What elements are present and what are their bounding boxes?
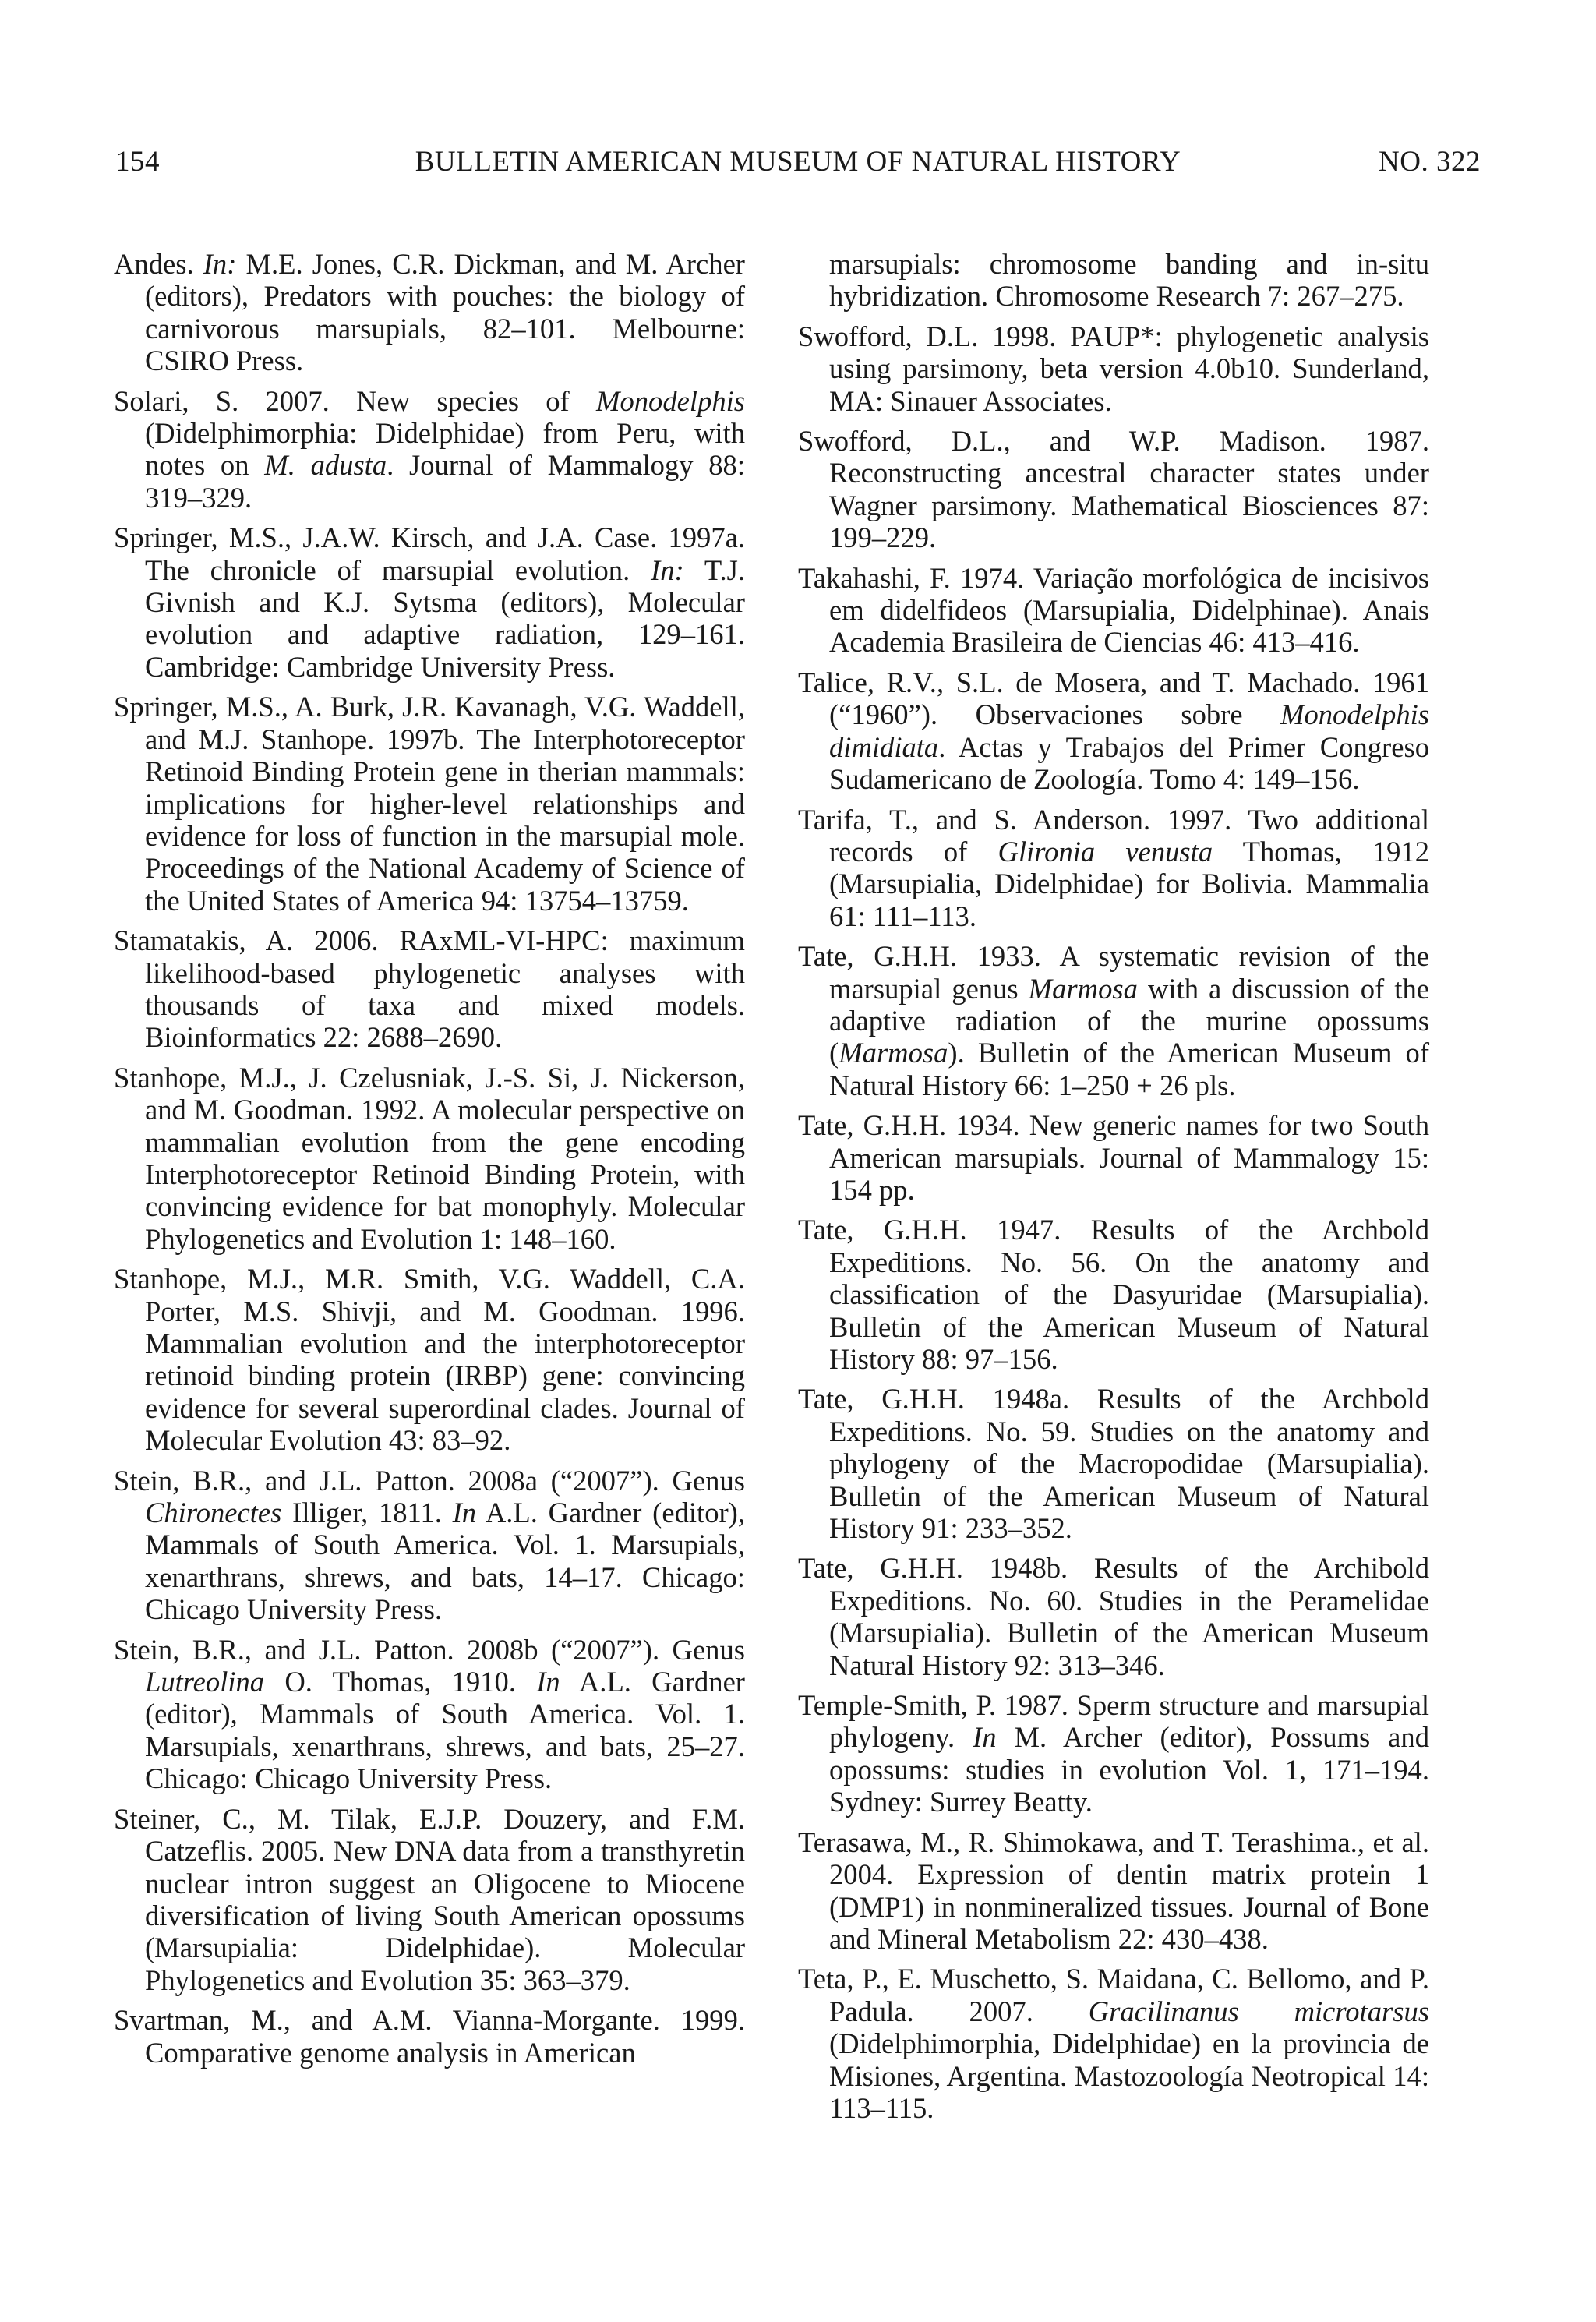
reference-text: Springer, M.S., J.A.W. Kirsch, and J.A. Case. 1997a. The chronicle of marsupial evolution. [114,521,745,586]
reference-text: Solari, S. 2007. New species of [114,384,596,417]
italic-text: M. adusta [264,449,387,482]
reference-entry [114,248,745,377]
reference-entry [114,1263,745,1456]
reference-text: O. Thomas, 1910. [264,1666,537,1698]
italic-text: Marmosa [1028,972,1138,1005]
italic-text: In [536,1666,560,1698]
reference-text: Tate, G.H.H. 1934. New generic names for two South American marsupials. Journal of Mammalogy 15: 154 pp. [798,1109,1429,1206]
reference-entry [114,1634,745,1795]
journal-title: BULLETIN AMERICAN MUSEUM OF NATURAL HISTORY [415,146,1181,178]
reference-text: Swofford, D.L., and W.P. Madison. 1987. Reconstructing ancestral character states under Wagner parsimony. Mathematical Biosciences 87: 199–229. [798,425,1429,554]
reference-text: . Journal of Mammalogy 88: 319–329. [145,449,745,514]
reference-entry [798,1214,1429,1375]
reference-text: Stanhope, M.J., J. Czelusniak, J.-S. Si, J. Nickerson, and M. Goodman. 1992. A molecular perspective on mammalian evolution from the gene encoding Interphotoreceptor Retinoid Binding Protein, with convincing evidence for bat monophyly. Molecular Phylogenetics and Evolution 1: 148–160. [114,1061,745,1255]
reference-entry [798,1552,1429,1681]
right-reference-column [798,248,1429,2132]
reference-text: (Didelphimorphia, Didelphidae) en la provincia de Misiones, Argentina. Mastozoología Neotropical 14: 113–115. [829,2027,1429,2124]
reference-entry [798,804,1429,933]
reference-text: Springer, M.S., A. Burk, J.R. Kavanagh, V.G. Waddell, and M.J. Stanhope. 1997b. The Interphotoreceptor Retinoid Binding Protein gene in therian mammals: implications for higher-level relationships and evidence for loss of function in the marsupial mole. Proceedings of the National Academy of Science of the United States of America 94: 13754–13759. [114,691,745,917]
reference-text: Tate, G.H.H. 1948b. Results of the Archibold Expeditions. No. 60. Studies in the Peramelidae (Marsupialia). Bulletin of the American Museum Natural History 92: 313–346. [798,1552,1429,1681]
reference-entry [798,425,1429,554]
reference-text: Temple-Smith, P. 1987. Sperm structure and marsupial phylogeny. [798,1689,1429,1754]
reference-text: Teta, P., E. Muschetto, S. Maidana, C. Bellomo, and P. Padula. 2007. [798,1963,1429,2027]
reference-entry [798,1383,1429,1544]
reference-entry [798,940,1429,1101]
italic-text: Marmosa [839,1037,948,1069]
reference-entry [114,924,745,1054]
reference-entry [798,1963,1429,2124]
reference-entry [114,691,745,917]
reference-text: Tate, G.H.H. 1948a. Results of the Archbold Expeditions. No. 59. Studies on the anatomy and phylogeny of the Macropodidae (Marsupialia). Bulletin of the American Museum of Natural History 91: 233–352. [798,1383,1429,1545]
reference-entry [114,1465,745,1626]
reference-entry [114,385,745,514]
reference-entry [798,1689,1429,1818]
reference-text: Steiner, C., M. Tilak, E.J.P. Douzery, and F.M. Catzeflis. 2005. New DNA data from a transthyretin nuclear intron suggest an Oligocene to Miocene diversification of living South American opossums (Marsupialia: Didelphidae). Molecular Phylogenetics and Evolution 35: 363–379. [114,1802,745,1996]
reference-text: M.E. Jones, C.R. Dickman, and M. Archer (editors), Predators with pouches: the biology of carnivorous marsupials, 82–101. Melbourne: CSIRO Press. [145,248,745,377]
reference-text: Svartman, M., and A.M. Vianna-Morgante. 1999. Comparative genome analysis in American [114,2004,745,2069]
reference-entry [114,1803,745,1996]
reference-entry [114,521,745,683]
italic-text: Monodelphis [596,384,745,417]
reference-text: Stanhope, M.J., M.R. Smith, V.G. Waddell, C.A. Porter, M.S. Shivji, and M. Goodman. 1996. Mammalian evolution and the interphotoreceptor retinoid binding protein (IRBP) gene: convincing evidence for several superordinal clades. Journal of Molecular Evolution 43: 83–92. [114,1263,745,1457]
italic-text: In [452,1497,477,1529]
italic-text: In: [203,248,237,280]
left-reference-column [114,248,745,2076]
reference-text: M. Archer (editor), Possums and opossums: studies in evolution Vol. 1, 171–194. Sydney: Surrey Beatty. [829,1721,1429,1818]
reference-continuation [798,248,1429,313]
reference-entry [114,1062,745,1255]
italic-text: In [973,1721,997,1754]
issue-number: NO. 322 [1379,146,1481,178]
reference-text: ). Bulletin of the American Museum of Natural History 66: 1–250 + 26 pls. [829,1037,1429,1101]
page-number: 154 [115,146,160,178]
reference-text: marsupials: chromosome banding and in-situ hybridization. Chromosome Research 7: 267–275. [829,248,1429,313]
italic-text: In: [651,553,684,586]
reference-text: Stamatakis, A. 2006. RAxML-VI-HPC: maximum likelihood-based phylogenetic analyses with thousands of taxa and mixed models. Bioinformatics 22: 2688–2690. [114,924,745,1054]
reference-text: Stein, B.R., and J.L. Patton. 2008a (“2007”). Genus [114,1464,745,1497]
reference-entry [798,320,1429,417]
reference-text: A.L. Gardner (editor), Mammals of South America. Vol. 1. Marsupials, xenarthrans, shrews, and bats, 14–17. Chicago: Chicago University Press. [145,1497,745,1626]
reference-text: A.L. Gardner (editor), Mammals of South America. Vol. 1. Marsupials, xenarthrans, shrews, and bats, 25–27. Chicago: Chicago University Press. [145,1666,745,1795]
reference-text: with a discussion of the adaptive radiation of the murine opossums ( [829,972,1429,1069]
reference-text: Takahashi, F. 1974. Variação morfológica de incisivos em didelfideos (Marsupialia, Didelphinae). Anais Academia Brasileira de Ciencias 46: 413–416. [798,561,1429,659]
reference-text: Tarifa, T., and S. Anderson. 1997. Two additional records of [798,803,1429,868]
reference-entry [114,2004,745,2069]
reference-entry [798,1826,1429,1956]
reference-text: Terasawa, M., R. Shimokawa, and T. Terashima., et al. 2004. Expression of dentin matrix protein 1 (DMP1) in nonmineralized tissues. Journal of Bone and Mineral Metabolism 22: 430–438. [798,1825,1429,1955]
reference-entry [798,1109,1429,1206]
reference-text: Thomas, 1912 (Marsupialia, Didelphidae) for Bolivia. Mammalia 61: 111–113. [829,835,1430,932]
italic-text: Lutreolina [145,1666,265,1698]
reference-text: (Didelphimorphia: Didelphidae) from Peru, with notes on [145,417,745,482]
reference-entry [798,666,1429,796]
reference-text: Stein, B.R., and J.L. Patton. 2008b (“2007”). Genus [114,1633,745,1666]
reference-entry [798,562,1429,659]
italic-text: Chironectes [145,1497,282,1529]
reference-text: T.J. Givnish and K.J. Sytsma (editors), Molecular evolution and adaptive radiation, 129–161. Cambridge: Cambridge University Press. [145,553,745,683]
reference-text: Talice, R.V., S.L. de Mosera, and T. Machado. 1961 (“1960”). Observaciones sobre [798,666,1429,731]
running-header [115,145,1481,182]
reference-text: Andes. [114,248,203,280]
italic-text: Glironia venusta [998,835,1213,868]
reference-text: Tate, G.H.H. 1947. Results of the Archbold Expeditions. No. 56. On the anatomy and classification of the Dasyuridae (Marsupialia). Bulletin of the American Museum of Natural History 88: 97–156. [798,1214,1429,1375]
italic-text: Gracilinanus microtarsus [1088,1995,1430,2027]
reference-text: Tate, G.H.H. 1933. A systematic revision of the marsupial genus [798,940,1429,1005]
reference-text: . Actas y Trabajos del Primer Congreso Sudamericano de Zoología. Tomo 4: 149–156. [829,730,1429,796]
italic-text: Monodelphis dimidiata [829,698,1429,763]
reference-text: Illiger, 1811. [281,1497,453,1529]
reference-text: Swofford, D.L. 1998. PAUP*: phylogenetic analysis using parsimony, beta version 4.0b10. Sunderland, MA: Sinauer Associates. [798,320,1429,417]
